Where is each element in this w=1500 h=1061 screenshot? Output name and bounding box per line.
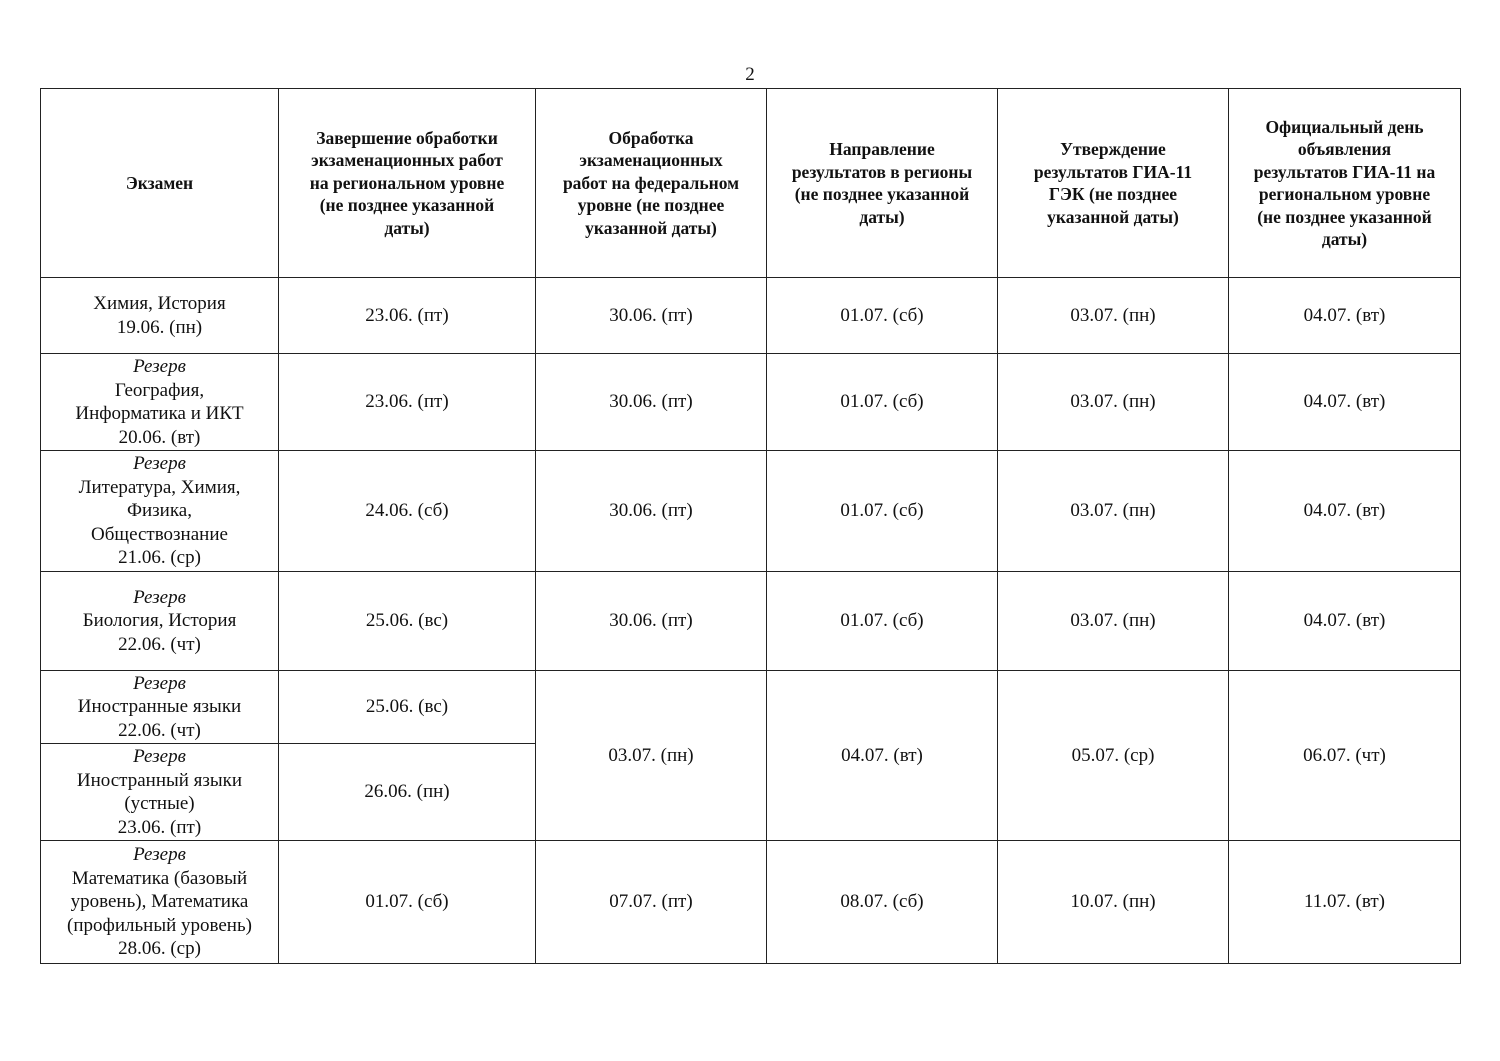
header-announce-day: Официальный день объявления результатов ГИА-11 на региональном уровне (не позднее указанной даты) (1229, 89, 1461, 278)
regional-date-cell: 25.06. (вс) (279, 572, 536, 671)
approve-date-cell: 03.07. (пн) (998, 354, 1229, 451)
reserve-label: Резерв (133, 746, 186, 767)
table-row (41, 354, 1461, 451)
header-send-results: Направление результатов в регионы (не позднее указанной даты) (767, 89, 998, 278)
announce-date-cell: 04.07. (вт) (1229, 572, 1461, 671)
header-exam: Экзамен (41, 89, 279, 278)
announce-date-cell: 06.07. (чт) (1229, 671, 1461, 841)
header-row (41, 89, 1461, 278)
exam-schedule-table (40, 88, 1461, 964)
approve-date-cell: 03.07. (пн) (998, 278, 1229, 354)
table-row (41, 841, 1461, 964)
table-row (41, 572, 1461, 671)
reserve-label: Резерв (133, 453, 186, 475)
federal-date-cell: 30.06. (пт) (536, 451, 767, 572)
regional-date-cell: 23.06. (пт) (279, 354, 536, 451)
federal-date-cell: 30.06. (пт) (536, 278, 767, 354)
send-date-cell: 04.07. (вт) (767, 671, 998, 841)
announce-date-cell: 11.07. (вт) (1229, 841, 1461, 964)
federal-date-cell: 03.07. (пн) (536, 671, 767, 841)
regional-date-cell: 25.06. (вс) (279, 671, 536, 744)
reserve-label: Резерв (133, 356, 186, 377)
header-approve-results: Утверждение результатов ГИА-11 ГЭК (не позднее указанной даты) (998, 89, 1229, 278)
approve-date-cell: 03.07. (пн) (998, 572, 1229, 671)
reserve-label: Резерв (133, 586, 186, 608)
exam-cell: Резерв География, Информатика и ИКТ 20.06. (вт) (41, 354, 279, 451)
regional-date-cell: 26.06. (пн) (279, 744, 536, 841)
table-row (41, 451, 1461, 572)
exam-cell: Химия, История 19.06. (пн) (41, 278, 279, 354)
exam-cell: Резерв Биология, История 22.06. (чт) (41, 572, 279, 671)
federal-date-cell: 30.06. (пт) (536, 354, 767, 451)
exam-cell: Резерв Иностранные языки 22.06. (чт) (41, 671, 279, 744)
exam-cell: Резерв Математика (базовый уровень), Математика (профильный уровень) 28.06. (ср) (41, 841, 279, 964)
federal-date-cell: 30.06. (пт) (536, 572, 767, 671)
send-date-cell: 01.07. (сб) (767, 354, 998, 451)
approve-date-cell: 10.07. (пн) (998, 841, 1229, 964)
table-row (41, 671, 1461, 744)
approve-date-cell: 05.07. (ср) (998, 671, 1229, 841)
regional-date-cell: 24.06. (сб) (279, 451, 536, 572)
header-federal-processing: Обработка экзаменационных работ на федеральном уровне (не позднее указанной даты) (536, 89, 767, 278)
reserve-label: Резерв (133, 844, 186, 866)
table-row (41, 278, 1461, 354)
header-regional-processing: Завершение обработки экзаменационных работ на региональном уровне (не позднее указанной даты) (279, 89, 536, 278)
federal-date-cell: 07.07. (пт) (536, 841, 767, 964)
send-date-cell: 01.07. (сб) (767, 572, 998, 671)
announce-date-cell: 04.07. (вт) (1229, 451, 1461, 572)
regional-date-cell: 01.07. (сб) (279, 841, 536, 964)
approve-date-cell: 03.07. (пн) (998, 451, 1229, 572)
exam-cell: Резерв Литература, Химия, Физика, Обществознание 21.06. (ср) (41, 451, 279, 572)
send-date-cell: 08.07. (сб) (767, 841, 998, 964)
page-number: 2 (745, 64, 755, 85)
regional-date-cell: 23.06. (пт) (279, 278, 536, 354)
reserve-label: Резерв (133, 672, 186, 694)
exam-cell: Резерв Иностранный языки (устные) 23.06. (пт) (41, 744, 279, 841)
send-date-cell: 01.07. (сб) (767, 278, 998, 354)
send-date-cell: 01.07. (сб) (767, 451, 998, 572)
announce-date-cell: 04.07. (вт) (1229, 278, 1461, 354)
announce-date-cell: 04.07. (вт) (1229, 354, 1461, 451)
